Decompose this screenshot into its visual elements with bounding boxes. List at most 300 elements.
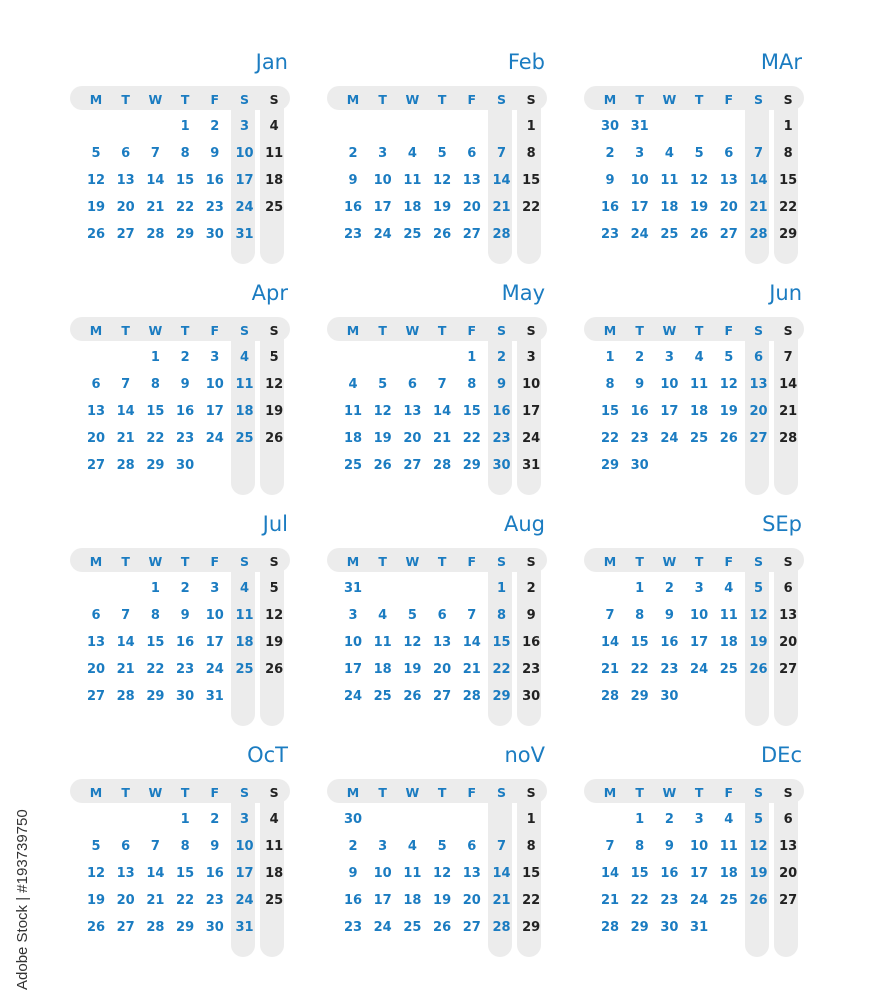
day-cell[interactable]: 15 bbox=[630, 866, 649, 881]
day-cell[interactable]: 27 bbox=[116, 920, 135, 935]
day-cell[interactable]: 10 bbox=[660, 377, 679, 392]
day-cell[interactable]: 14 bbox=[600, 635, 620, 650]
day-cell[interactable]: 29 bbox=[522, 920, 541, 935]
day-cell[interactable]: 2 bbox=[496, 350, 507, 365]
day-cell[interactable]: 30 bbox=[660, 920, 679, 935]
day-cell[interactable]: 20 bbox=[403, 431, 422, 446]
day-cell[interactable]: 17 bbox=[660, 404, 679, 419]
day-cell[interactable]: 13 bbox=[719, 173, 738, 188]
day-cell[interactable]: 15 bbox=[522, 866, 541, 881]
day-cell[interactable]: 9 bbox=[496, 377, 507, 392]
day-cell[interactable]: 25 bbox=[235, 662, 254, 677]
day-cell[interactable]: 10 bbox=[373, 866, 392, 881]
day-cell[interactable]: 24 bbox=[522, 431, 541, 446]
day-cell[interactable]: 19 bbox=[86, 893, 106, 908]
day-cell[interactable]: 19 bbox=[433, 893, 452, 908]
day-cell[interactable]: 4 bbox=[724, 581, 734, 596]
day-cell[interactable]: 5 bbox=[437, 146, 447, 161]
day-cell[interactable]: 28 bbox=[600, 689, 620, 704]
day-cell[interactable]: 14 bbox=[116, 635, 135, 650]
day-cell[interactable]: 21 bbox=[462, 662, 481, 677]
day-cell[interactable]: 30 bbox=[176, 689, 195, 704]
day-cell[interactable]: 15 bbox=[146, 635, 165, 650]
day-cell[interactable]: 23 bbox=[176, 431, 195, 446]
day-cell[interactable]: 12 bbox=[373, 404, 392, 419]
day-cell[interactable]: 5 bbox=[724, 350, 734, 365]
day-cell[interactable]: 8 bbox=[150, 608, 160, 623]
day-cell[interactable]: 5 bbox=[437, 839, 447, 854]
day-cell[interactable]: 8 bbox=[783, 146, 793, 161]
day-cell[interactable]: 6 bbox=[783, 581, 793, 596]
day-cell[interactable]: 17 bbox=[690, 635, 709, 650]
day-cell[interactable]: 31 bbox=[690, 920, 709, 935]
day-cell[interactable]: 6 bbox=[407, 377, 417, 392]
day-cell[interactable]: 20 bbox=[86, 431, 106, 446]
day-cell[interactable]: 20 bbox=[719, 200, 738, 215]
day-cell[interactable]: 7 bbox=[121, 377, 131, 392]
day-cell[interactable]: 25 bbox=[265, 893, 284, 908]
day-cell[interactable]: 27 bbox=[86, 689, 106, 704]
day-cell[interactable]: 6 bbox=[121, 839, 131, 854]
day-cell[interactable]: 6 bbox=[437, 608, 447, 623]
day-cell[interactable]: 7 bbox=[121, 608, 131, 623]
day-cell[interactable]: 29 bbox=[146, 458, 165, 473]
day-cell[interactable]: 24 bbox=[205, 662, 224, 677]
day-cell[interactable]: 3 bbox=[694, 812, 704, 827]
day-cell[interactable]: 2 bbox=[210, 812, 220, 827]
day-cell[interactable]: 3 bbox=[210, 581, 220, 596]
day-cell[interactable]: 22 bbox=[176, 200, 195, 215]
day-cell[interactable]: 11 bbox=[235, 377, 254, 392]
day-cell[interactable]: 16 bbox=[205, 866, 224, 881]
day-cell[interactable]: 27 bbox=[779, 893, 798, 908]
day-cell[interactable]: 12 bbox=[265, 377, 284, 392]
day-cell[interactable]: 7 bbox=[150, 839, 160, 854]
day-cell[interactable]: 4 bbox=[269, 119, 279, 134]
day-cell[interactable]: 27 bbox=[433, 689, 452, 704]
day-cell[interactable]: 8 bbox=[526, 839, 536, 854]
day-cell[interactable]: 10 bbox=[522, 377, 541, 392]
day-cell[interactable]: 21 bbox=[146, 200, 165, 215]
day-cell[interactable]: 22 bbox=[630, 893, 649, 908]
day-cell[interactable]: 18 bbox=[265, 173, 284, 188]
day-cell[interactable]: 25 bbox=[660, 227, 679, 242]
day-cell[interactable]: 28 bbox=[146, 227, 165, 242]
day-cell[interactable]: 23 bbox=[205, 893, 224, 908]
day-cell[interactable]: 12 bbox=[403, 635, 422, 650]
day-cell[interactable]: 24 bbox=[373, 920, 392, 935]
day-cell[interactable]: 7 bbox=[150, 146, 160, 161]
day-cell[interactable]: 13 bbox=[779, 839, 798, 854]
day-cell[interactable]: 28 bbox=[433, 458, 452, 473]
day-cell[interactable]: 23 bbox=[522, 662, 541, 677]
day-cell[interactable]: 5 bbox=[378, 377, 388, 392]
day-cell[interactable]: 8 bbox=[467, 377, 477, 392]
day-cell[interactable]: 21 bbox=[116, 662, 135, 677]
day-cell[interactable]: 31 bbox=[522, 458, 541, 473]
day-cell[interactable]: 18 bbox=[343, 431, 363, 446]
day-cell[interactable]: 19 bbox=[86, 200, 106, 215]
day-cell[interactable]: 9 bbox=[664, 608, 674, 623]
day-cell[interactable]: 11 bbox=[403, 866, 422, 881]
day-cell[interactable]: 1 bbox=[783, 119, 793, 134]
day-cell[interactable]: 12 bbox=[433, 866, 452, 881]
day-cell[interactable]: 4 bbox=[724, 812, 734, 827]
day-cell[interactable]: 18 bbox=[719, 866, 738, 881]
day-cell[interactable]: 16 bbox=[343, 200, 363, 215]
day-cell[interactable]: 27 bbox=[749, 431, 768, 446]
day-cell[interactable]: 9 bbox=[210, 839, 220, 854]
day-cell[interactable]: 1 bbox=[605, 350, 615, 365]
day-cell[interactable]: 27 bbox=[462, 920, 481, 935]
day-cell[interactable]: 1 bbox=[526, 812, 536, 827]
day-cell[interactable]: 22 bbox=[522, 893, 541, 908]
day-cell[interactable]: 24 bbox=[235, 893, 254, 908]
day-cell[interactable]: 22 bbox=[522, 200, 541, 215]
day-cell[interactable]: 17 bbox=[235, 173, 254, 188]
day-cell[interactable]: 9 bbox=[180, 608, 190, 623]
day-cell[interactable]: 23 bbox=[176, 662, 195, 677]
day-cell[interactable]: 7 bbox=[437, 377, 447, 392]
day-cell[interactable]: 22 bbox=[462, 431, 481, 446]
day-cell[interactable]: 2 bbox=[180, 350, 190, 365]
day-cell[interactable]: 21 bbox=[600, 662, 620, 677]
day-cell[interactable]: 4 bbox=[378, 608, 388, 623]
day-cell[interactable]: 22 bbox=[176, 893, 195, 908]
day-cell[interactable]: 8 bbox=[635, 839, 645, 854]
day-cell[interactable]: 11 bbox=[660, 173, 679, 188]
day-cell[interactable]: 15 bbox=[522, 173, 541, 188]
day-cell[interactable]: 30 bbox=[205, 227, 224, 242]
day-cell[interactable]: 16 bbox=[660, 866, 679, 881]
day-cell[interactable]: 11 bbox=[719, 608, 738, 623]
day-cell[interactable]: 25 bbox=[343, 458, 363, 473]
day-cell[interactable]: 11 bbox=[719, 839, 738, 854]
day-cell[interactable]: 2 bbox=[526, 581, 536, 596]
day-cell[interactable]: 7 bbox=[783, 350, 793, 365]
day-cell[interactable]: 16 bbox=[343, 893, 363, 908]
day-cell[interactable]: 10 bbox=[343, 635, 363, 650]
day-cell[interactable]: 14 bbox=[462, 635, 481, 650]
day-cell[interactable]: 19 bbox=[749, 635, 768, 650]
day-cell[interactable]: 11 bbox=[343, 404, 363, 419]
day-cell[interactable]: 20 bbox=[779, 866, 798, 881]
day-cell[interactable]: 20 bbox=[86, 662, 106, 677]
day-cell[interactable]: 30 bbox=[600, 119, 620, 134]
day-cell[interactable]: 11 bbox=[403, 173, 422, 188]
day-cell[interactable]: 14 bbox=[146, 173, 165, 188]
day-cell[interactable]: 18 bbox=[373, 662, 392, 677]
day-cell[interactable]: 14 bbox=[492, 173, 511, 188]
day-cell[interactable]: 9 bbox=[664, 839, 674, 854]
day-cell[interactable]: 3 bbox=[378, 839, 388, 854]
day-cell[interactable]: 7 bbox=[467, 608, 477, 623]
day-cell[interactable]: 29 bbox=[462, 458, 481, 473]
day-cell[interactable]: 13 bbox=[462, 173, 481, 188]
day-cell[interactable]: 13 bbox=[749, 377, 768, 392]
day-cell[interactable]: 11 bbox=[373, 635, 392, 650]
day-cell[interactable]: 3 bbox=[348, 608, 358, 623]
day-cell[interactable]: 17 bbox=[373, 893, 392, 908]
day-cell[interactable]: 16 bbox=[176, 635, 195, 650]
day-cell[interactable]: 8 bbox=[635, 608, 645, 623]
day-cell[interactable]: 7 bbox=[496, 146, 507, 161]
day-cell[interactable]: 18 bbox=[660, 200, 679, 215]
day-cell[interactable]: 29 bbox=[630, 920, 649, 935]
day-cell[interactable]: 29 bbox=[600, 458, 620, 473]
day-cell[interactable]: 4 bbox=[269, 812, 279, 827]
day-cell[interactable]: 21 bbox=[600, 893, 620, 908]
day-cell[interactable]: 29 bbox=[176, 227, 195, 242]
day-cell[interactable]: 21 bbox=[146, 893, 165, 908]
day-cell[interactable]: 10 bbox=[235, 146, 254, 161]
day-cell[interactable]: 20 bbox=[116, 893, 135, 908]
day-cell[interactable]: 22 bbox=[600, 431, 620, 446]
day-cell[interactable]: 21 bbox=[433, 431, 452, 446]
day-cell[interactable]: 31 bbox=[235, 227, 254, 242]
day-cell[interactable]: 23 bbox=[343, 227, 363, 242]
day-cell[interactable]: 9 bbox=[210, 146, 220, 161]
day-cell[interactable]: 6 bbox=[467, 839, 477, 854]
day-cell[interactable]: 20 bbox=[462, 893, 481, 908]
day-cell[interactable]: 10 bbox=[205, 608, 224, 623]
day-cell[interactable]: 22 bbox=[779, 200, 798, 215]
day-cell[interactable]: 9 bbox=[348, 866, 358, 881]
day-cell[interactable]: 2 bbox=[180, 581, 190, 596]
day-cell[interactable]: 6 bbox=[91, 377, 101, 392]
day-cell[interactable]: 17 bbox=[690, 866, 709, 881]
day-cell[interactable]: 2 bbox=[605, 146, 615, 161]
day-cell[interactable]: 2 bbox=[635, 350, 645, 365]
day-cell[interactable]: 17 bbox=[235, 866, 254, 881]
day-cell[interactable]: 5 bbox=[753, 812, 764, 827]
day-cell[interactable]: 28 bbox=[116, 458, 135, 473]
day-cell[interactable]: 26 bbox=[433, 920, 452, 935]
day-cell[interactable]: 30 bbox=[176, 458, 195, 473]
day-cell[interactable]: 3 bbox=[664, 350, 674, 365]
day-cell[interactable]: 5 bbox=[407, 608, 417, 623]
day-cell[interactable]: 24 bbox=[373, 227, 392, 242]
day-cell[interactable]: 14 bbox=[600, 866, 620, 881]
day-cell[interactable]: 8 bbox=[180, 146, 190, 161]
day-cell[interactable]: 17 bbox=[205, 404, 224, 419]
day-cell[interactable]: 13 bbox=[116, 173, 135, 188]
day-cell[interactable]: 9 bbox=[605, 173, 615, 188]
day-cell[interactable]: 4 bbox=[664, 146, 674, 161]
day-cell[interactable]: 26 bbox=[86, 227, 106, 242]
day-cell[interactable]: 25 bbox=[719, 893, 738, 908]
day-cell[interactable]: 23 bbox=[630, 431, 649, 446]
day-cell[interactable]: 20 bbox=[433, 662, 452, 677]
day-cell[interactable]: 25 bbox=[235, 431, 254, 446]
day-cell[interactable]: 19 bbox=[719, 404, 738, 419]
day-cell[interactable]: 17 bbox=[630, 200, 649, 215]
day-cell[interactable]: 26 bbox=[433, 227, 452, 242]
day-cell[interactable]: 3 bbox=[526, 350, 536, 365]
day-cell[interactable]: 6 bbox=[724, 146, 734, 161]
day-cell[interactable]: 26 bbox=[690, 227, 709, 242]
day-cell[interactable]: 24 bbox=[205, 431, 224, 446]
day-cell[interactable]: 28 bbox=[462, 689, 481, 704]
day-cell[interactable]: 26 bbox=[265, 662, 284, 677]
day-cell[interactable]: 3 bbox=[378, 146, 388, 161]
day-cell[interactable]: 17 bbox=[205, 635, 224, 650]
day-cell[interactable]: 8 bbox=[605, 377, 615, 392]
day-cell[interactable]: 15 bbox=[146, 404, 165, 419]
day-cell[interactable]: 25 bbox=[265, 200, 284, 215]
day-cell[interactable]: 9 bbox=[526, 608, 536, 623]
day-cell[interactable]: 23 bbox=[600, 227, 620, 242]
day-cell[interactable]: 21 bbox=[492, 893, 511, 908]
day-cell[interactable]: 22 bbox=[492, 662, 511, 677]
day-cell[interactable]: 18 bbox=[235, 635, 254, 650]
day-cell[interactable]: 26 bbox=[719, 431, 738, 446]
day-cell[interactable]: 28 bbox=[779, 431, 798, 446]
day-cell[interactable]: 30 bbox=[492, 458, 511, 473]
day-cell[interactable]: 12 bbox=[749, 608, 768, 623]
day-cell[interactable]: 15 bbox=[176, 173, 195, 188]
day-cell[interactable]: 1 bbox=[635, 581, 645, 596]
day-cell[interactable]: 9 bbox=[348, 173, 358, 188]
day-cell[interactable]: 12 bbox=[690, 173, 709, 188]
day-cell[interactable]: 6 bbox=[91, 608, 101, 623]
day-cell[interactable]: 25 bbox=[403, 920, 422, 935]
day-cell[interactable]: 29 bbox=[630, 689, 649, 704]
day-cell[interactable]: 6 bbox=[783, 812, 793, 827]
day-cell[interactable]: 3 bbox=[239, 812, 250, 827]
day-cell[interactable]: 1 bbox=[150, 350, 160, 365]
day-cell[interactable]: 7 bbox=[605, 608, 615, 623]
day-cell[interactable]: 1 bbox=[496, 581, 507, 596]
day-cell[interactable]: 28 bbox=[492, 920, 511, 935]
day-cell[interactable]: 26 bbox=[749, 893, 768, 908]
day-cell[interactable]: 7 bbox=[496, 839, 507, 854]
day-cell[interactable]: 30 bbox=[522, 689, 541, 704]
day-cell[interactable]: 29 bbox=[492, 689, 511, 704]
day-cell[interactable]: 5 bbox=[91, 839, 101, 854]
day-cell[interactable]: 30 bbox=[660, 689, 679, 704]
day-cell[interactable]: 26 bbox=[265, 431, 284, 446]
day-cell[interactable]: 16 bbox=[660, 635, 679, 650]
day-cell[interactable]: 10 bbox=[235, 839, 254, 854]
day-cell[interactable]: 11 bbox=[265, 839, 284, 854]
day-cell[interactable]: 12 bbox=[719, 377, 738, 392]
day-cell[interactable]: 29 bbox=[779, 227, 798, 242]
day-cell[interactable]: 16 bbox=[176, 404, 195, 419]
day-cell[interactable]: 19 bbox=[749, 866, 768, 881]
day-cell[interactable]: 11 bbox=[235, 608, 254, 623]
day-cell[interactable]: 13 bbox=[462, 866, 481, 881]
day-cell[interactable]: 4 bbox=[407, 146, 417, 161]
day-cell[interactable]: 1 bbox=[467, 350, 477, 365]
day-cell[interactable]: 5 bbox=[91, 146, 101, 161]
day-cell[interactable]: 15 bbox=[492, 635, 511, 650]
day-cell[interactable]: 1 bbox=[180, 812, 190, 827]
day-cell[interactable]: 23 bbox=[205, 200, 224, 215]
day-cell[interactable]: 30 bbox=[205, 920, 224, 935]
day-cell[interactable]: 9 bbox=[180, 377, 190, 392]
day-cell[interactable]: 2 bbox=[348, 839, 358, 854]
day-cell[interactable]: 25 bbox=[373, 689, 392, 704]
day-cell[interactable]: 8 bbox=[496, 608, 507, 623]
day-cell[interactable]: 4 bbox=[694, 350, 704, 365]
day-cell[interactable]: 27 bbox=[462, 227, 481, 242]
day-cell[interactable]: 5 bbox=[694, 146, 704, 161]
day-cell[interactable]: 27 bbox=[116, 227, 135, 242]
day-cell[interactable]: 12 bbox=[265, 608, 284, 623]
day-cell[interactable]: 19 bbox=[690, 200, 709, 215]
day-cell[interactable]: 12 bbox=[86, 173, 106, 188]
day-cell[interactable]: 28 bbox=[146, 920, 165, 935]
day-cell[interactable]: 21 bbox=[779, 404, 798, 419]
day-cell[interactable]: 20 bbox=[116, 200, 135, 215]
day-cell[interactable]: 31 bbox=[343, 581, 363, 596]
day-cell[interactable]: 13 bbox=[86, 404, 106, 419]
day-cell[interactable]: 27 bbox=[719, 227, 738, 242]
day-cell[interactable]: 4 bbox=[239, 581, 250, 596]
day-cell[interactable]: 10 bbox=[373, 173, 392, 188]
day-cell[interactable]: 14 bbox=[779, 377, 798, 392]
day-cell[interactable]: 8 bbox=[180, 839, 190, 854]
day-cell[interactable]: 30 bbox=[343, 812, 363, 827]
day-cell[interactable]: 12 bbox=[433, 173, 452, 188]
day-cell[interactable]: 23 bbox=[660, 893, 679, 908]
day-cell[interactable]: 18 bbox=[690, 404, 709, 419]
day-cell[interactable]: 27 bbox=[403, 458, 422, 473]
day-cell[interactable]: 22 bbox=[146, 431, 165, 446]
day-cell[interactable]: 11 bbox=[265, 146, 284, 161]
day-cell[interactable]: 3 bbox=[210, 350, 220, 365]
day-cell[interactable]: 18 bbox=[403, 893, 422, 908]
day-cell[interactable]: 14 bbox=[749, 173, 768, 188]
day-cell[interactable]: 13 bbox=[86, 635, 106, 650]
day-cell[interactable]: 24 bbox=[630, 227, 649, 242]
day-cell[interactable]: 26 bbox=[749, 662, 768, 677]
day-cell[interactable]: 2 bbox=[664, 581, 674, 596]
day-cell[interactable]: 29 bbox=[146, 689, 165, 704]
day-cell[interactable]: 15 bbox=[600, 404, 620, 419]
day-cell[interactable]: 20 bbox=[462, 200, 481, 215]
day-cell[interactable]: 24 bbox=[690, 662, 709, 677]
day-cell[interactable]: 5 bbox=[269, 350, 279, 365]
day-cell[interactable]: 7 bbox=[753, 146, 764, 161]
day-cell[interactable]: 21 bbox=[749, 200, 768, 215]
day-cell[interactable]: 27 bbox=[86, 458, 106, 473]
day-cell[interactable]: 28 bbox=[116, 689, 135, 704]
day-cell[interactable]: 16 bbox=[205, 173, 224, 188]
day-cell[interactable]: 28 bbox=[492, 227, 511, 242]
day-cell[interactable]: 24 bbox=[343, 689, 363, 704]
day-cell[interactable]: 1 bbox=[180, 119, 190, 134]
day-cell[interactable]: 3 bbox=[239, 119, 250, 134]
day-cell[interactable]: 22 bbox=[630, 662, 649, 677]
day-cell[interactable]: 14 bbox=[492, 866, 511, 881]
day-cell[interactable]: 31 bbox=[205, 689, 224, 704]
day-cell[interactable]: 1 bbox=[526, 119, 536, 134]
day-cell[interactable]: 26 bbox=[373, 458, 392, 473]
day-cell[interactable]: 15 bbox=[779, 173, 798, 188]
day-cell[interactable]: 19 bbox=[403, 662, 422, 677]
day-cell[interactable]: 16 bbox=[522, 635, 541, 650]
day-cell[interactable]: 13 bbox=[116, 866, 135, 881]
day-cell[interactable]: 14 bbox=[116, 404, 135, 419]
day-cell[interactable]: 2 bbox=[348, 146, 358, 161]
day-cell[interactable]: 16 bbox=[492, 404, 511, 419]
day-cell[interactable]: 31 bbox=[235, 920, 254, 935]
day-cell[interactable]: 27 bbox=[779, 662, 798, 677]
day-cell[interactable]: 18 bbox=[235, 404, 254, 419]
day-cell[interactable]: 23 bbox=[660, 662, 679, 677]
